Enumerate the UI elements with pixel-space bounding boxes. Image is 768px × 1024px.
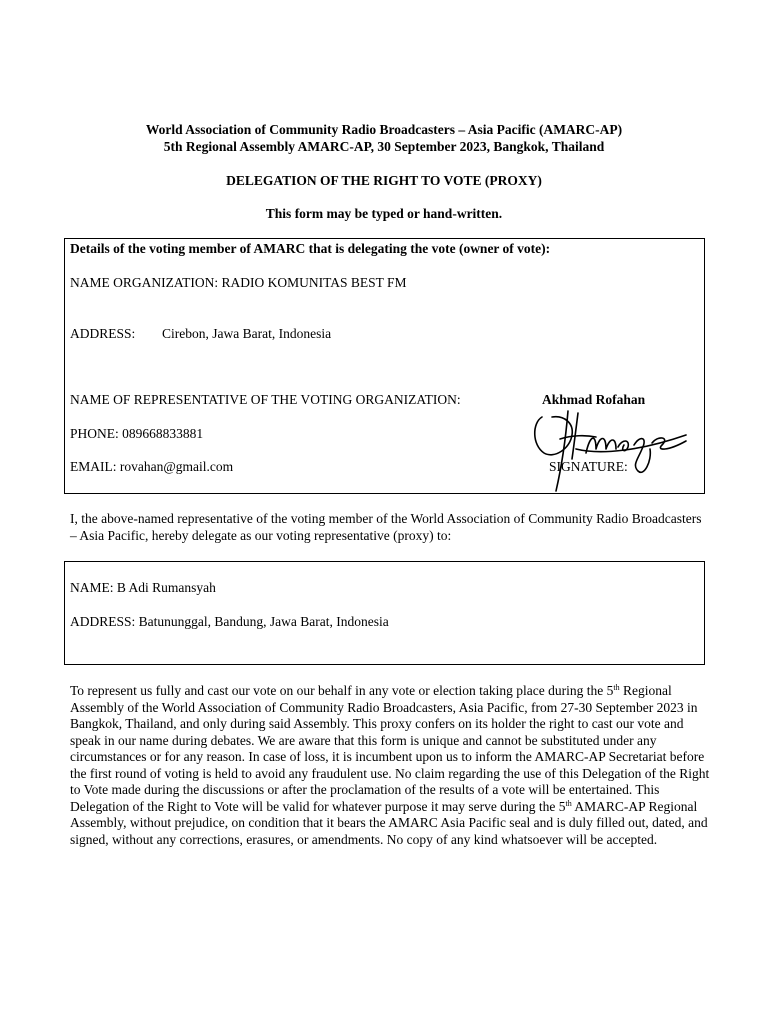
proxy-name-row [70, 580, 216, 596]
handwritten-signature [530, 405, 690, 495]
email-label: EMAIL: [70, 459, 117, 474]
terms-sup-2: th [565, 798, 572, 808]
phone-row [70, 426, 203, 442]
phone-value: 089668833881 [122, 426, 204, 441]
terms-paragraph [70, 683, 710, 848]
header-line-1: World Association of Community Radio Broadcasters – Asia Pacific (AMARC-AP) [145, 122, 623, 137]
terms-text-3: AMARC-AP Regional Assembly, without prejudice, on condition that it bears the AMARC Asia Pacific seal and is duly filled out, dated, and signed, without any corrections, erasures, or amendments. No copy of any kind whatsoever will be accepted. [70, 798, 708, 847]
rep-value: Akhmad Rofahan [542, 392, 646, 407]
org-value: RADIO KOMUNITAS BEST FM [221, 275, 407, 290]
owner-address-label: ADDRESS: [70, 326, 136, 341]
phone-label: PHONE: [70, 426, 119, 441]
email-row [70, 459, 233, 475]
form-note: This form may be typed or hand-written. [265, 206, 503, 221]
proxy-address-label: ADDRESS: [70, 614, 136, 629]
proxy-details-box [64, 561, 705, 665]
owner-heading: Details of the voting member of AMARC that is delegating the vote (owner of vote): [70, 241, 551, 256]
owner-address-value: Cirebon, Jawa Barat, Indonesia [162, 326, 332, 341]
org-row [70, 275, 407, 291]
terms-text-2: Regional Assembly of the World Association of Community Radio Broadcasters, Asia Pacific, from 27-30 September 2023 in Bangkok, Thailand, and only during said Assembly. This proxy confers on its holder the right to cast our vote and speak in our name during debates. We are aware that this form is unique and cannot be substituted under any circumstances or for any reason. In case of loss, it is incumbent upon us to inform the AMARC-AP Secretariat before the first round of voting is held to avoid any fraudulent use. No claim regarding the use of this Delegation of the Right to Vote made during the discussions or after the proclamation of the results of a vote will be entertained. This Delegation of the Right to Vote will be valid for whatever purpose it may serve during the 5 [70, 683, 710, 814]
terms-sup-1: th [613, 683, 620, 692]
email-value: rovahan@gmail.com [119, 459, 234, 474]
proxy-address-value: Batununggal, Bandung, Jawa Barat, Indonesia [138, 614, 389, 629]
header-line-2: 5th Regional Assembly AMARC-AP, 30 September 2023, Bangkok, Thailand [163, 139, 605, 154]
org-label: NAME ORGANIZATION: [70, 275, 219, 290]
proxy-name-value: B Adi Rumansyah [116, 580, 216, 595]
proxy-name-label: NAME: [70, 580, 114, 595]
delegation-intro: I, the above-named representative of the voting member of the World Association of Community Radio Broadcasters – Asia Pacific, hereby delegate as our voting representative (proxy) to: [70, 511, 702, 543]
terms-text-1: To represent us fully and cast our vote on our behalf in any vote or election taking place during the 5 [70, 683, 614, 698]
proxy-address-row [70, 614, 389, 630]
signature-label: SIGNATURE: [549, 459, 628, 474]
form-title: DELEGATION OF THE RIGHT TO VOTE (PROXY) [226, 173, 542, 188]
rep-label: NAME OF REPRESENTATIVE OF THE VOTING ORGANIZATION: [70, 392, 461, 407]
